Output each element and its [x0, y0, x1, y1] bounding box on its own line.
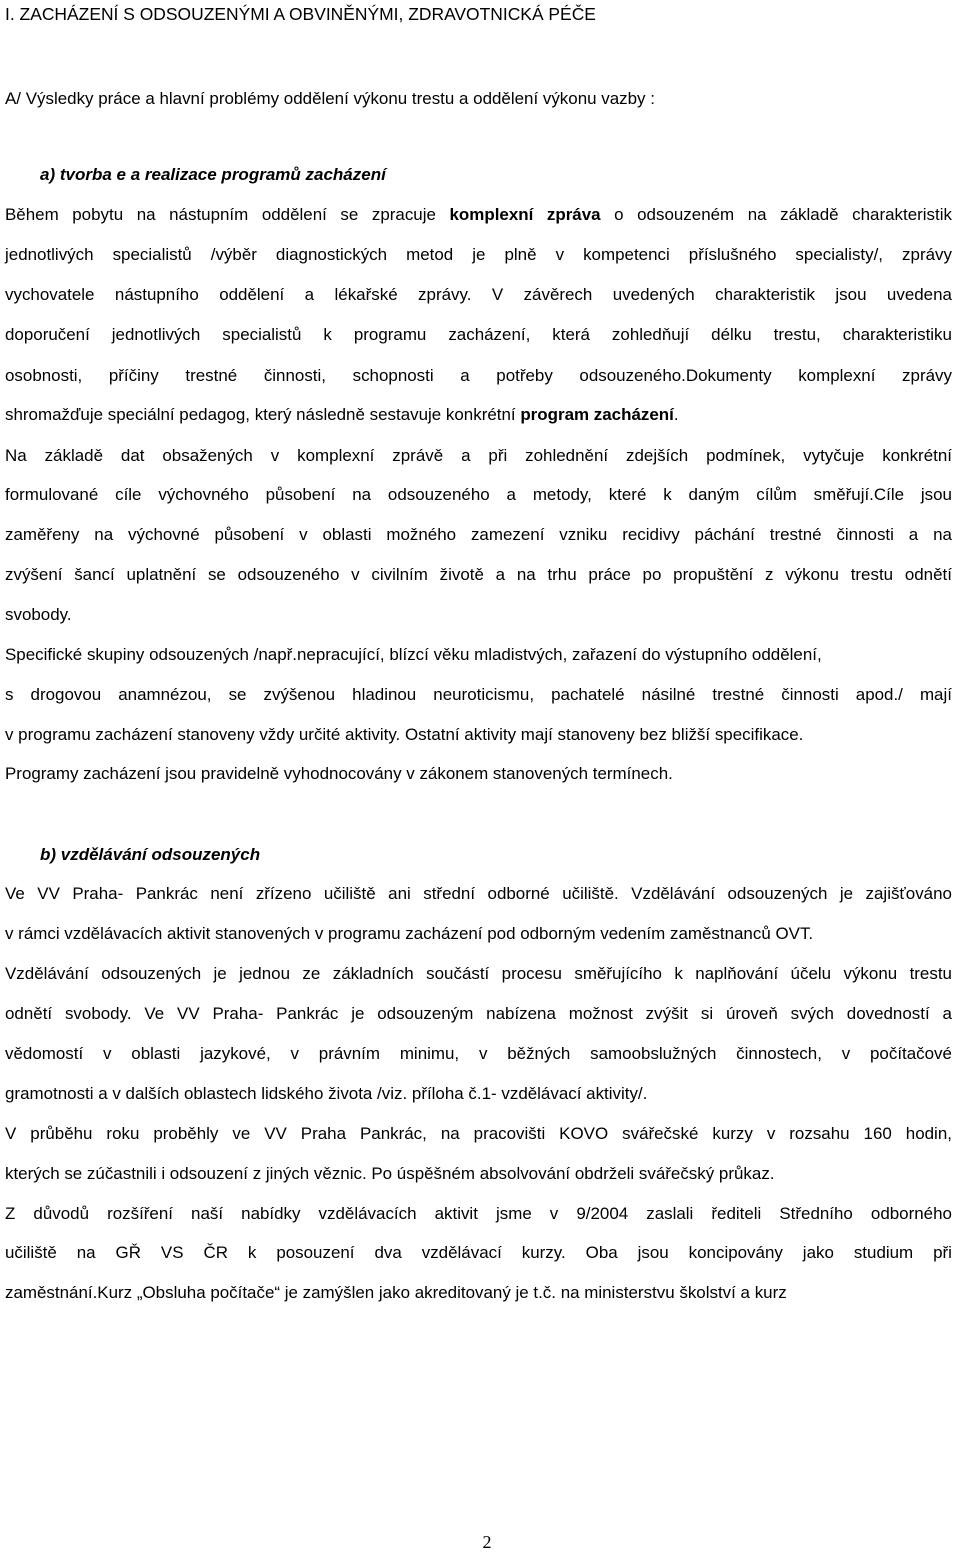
page-number: 2: [482, 1532, 492, 1552]
text-span: o odsouzeném na základě charakteristik: [600, 205, 952, 224]
paragraph-line: doporučení jednotlivých specialistů k programu zacházení, která zohledňují délku trestu, charakteristiku: [5, 325, 952, 344]
section-heading: A/ Výsledky práce a hlavní problémy oddělení výkonu trestu a oddělení výkonu vazby :: [5, 89, 655, 108]
paragraph-line: Programy zacházení jsou pravidelně vyhodnocovány v zákonem stanovených termínech.: [5, 764, 673, 783]
text-span: shromažďuje speciální pedagog, který následně sestavuje konkrétní: [5, 405, 521, 424]
text-span: Během pobytu na nástupním oddělení se zpracuje: [5, 205, 450, 224]
bold-text: program zacházení: [520, 405, 674, 424]
paragraph-line: osobnosti, příčiny trestné činnosti, schopnosti a potřeby odsouzeného.Dokumenty komplexní zprávy: [5, 366, 952, 385]
subsection-b-title: b) vzdělávání odsouzených: [40, 845, 261, 864]
paragraph-line: odnětí svobody. Ve VV Praha- Pankrác je odsouzeným nabízena možnost zvýšit si úroveň svých dovedností a: [5, 1004, 952, 1023]
subsection-a-title: a) tvorba e a realizace programů zacházení: [40, 165, 386, 184]
paragraph-line: jednotlivých specialistů /výběr diagnostických metod je plně v kompetenci příslušného specialisty/, zprávy: [5, 245, 952, 264]
paragraph-line: Specifické skupiny odsouzených /např.nepracující, blízcí věku mladistvých, zařazení do výstupního oddělení,: [5, 645, 822, 664]
paragraph-line: Na základě dat obsažených v komplexní zprávě a při zohlednění zdejších podmínek, vytyčuje konkrétní: [5, 446, 952, 465]
paragraph-line: s drogovou anamnézou, se zvýšenou hladinou neuroticismu, pachatelé násilné trestné činnosti apod./ mají: [5, 685, 952, 704]
paragraph-line: kterých se zúčastnili i odsouzení z jiných věznic. Po úspěšném absolvování obdrželi svářečský průkaz.: [5, 1164, 775, 1183]
paragraph-line: svobody.: [5, 605, 72, 624]
paragraph-line: zaměřeny na výchovné působení v oblasti možného zamezení vzniku recidivy páchání trestné činnosti a na: [5, 525, 952, 544]
chapter-heading: I. ZACHÁZENÍ S ODSOUZENÝMI A OBVINĚNÝMI, ZDRAVOTNICKÁ PÉČE: [5, 4, 596, 24]
paragraph-line: v programu zacházení stanoveny vždy určité aktivity. Ostatní aktivity mají stanoveny bez bližší specifikace.: [5, 725, 804, 744]
paragraph-line: V průběhu roku proběhly ve VV Praha Pankrác, na pracovišti KOVO svářečské kurzy v rozsahu 160 hodin,: [5, 1124, 952, 1143]
paragraph-line: zvýšení šancí uplatnění se odsouzeného v civilním životě a na trhu práce po propuštění z výkonu trestu odnětí: [5, 565, 952, 584]
paragraph-line: gramotnosti a v dalších oblastech lidského života /viz. příloha č.1- vzdělávací aktivity/.: [5, 1084, 648, 1103]
paragraph-line: [5, 205, 952, 225]
paragraph-line: Vzdělávání odsouzených je jednou ze základních součástí procesu směřujícího k naplňování účelu výkonu trestu: [5, 964, 952, 983]
paragraph-line: [5, 405, 952, 425]
paragraph-line: Z důvodů rozšíření naší nabídky vzdělávacích aktivit jsme v 9/2004 zaslali řediteli Středního odborného: [5, 1204, 952, 1223]
paragraph-line: zaměstnání.Kurz „Obsluha počítače“ je zamýšlen jako akreditovaný je t.č. na ministerstvu školství a kurz: [5, 1283, 787, 1302]
paragraph-line: Ve VV Praha- Pankrác není zřízeno učiliště ani střední odborné učiliště. Vzdělávání odsouzených je zajišťováno: [5, 884, 952, 903]
paragraph-line: v rámci vzdělávacích aktivit stanovených v programu zacházení pod odborným vedením zaměstnanců OVT.: [5, 924, 814, 943]
paragraph-line: vychovatele nástupního oddělení a lékařské zprávy. V závěrech uvedených charakteristik jsou uvedena: [5, 285, 952, 304]
paragraph-line: formulované cíle výchovného působení na odsouzeného a metody, které k daným cílům směřují.Cíle jsou: [5, 485, 952, 504]
paragraph-line: učiliště na GŘ VS ČR k posouzení dva vzdělávací kurzy. Oba jsou koncipovány jako studium při: [5, 1243, 952, 1262]
paragraph-line: vědomostí v oblasti jazykové, v právním minimu, v běžných samoobslužných činnostech, v počítačové: [5, 1044, 952, 1063]
bold-text: komplexní zpráva: [449, 205, 601, 224]
text-span: .: [673, 405, 679, 424]
